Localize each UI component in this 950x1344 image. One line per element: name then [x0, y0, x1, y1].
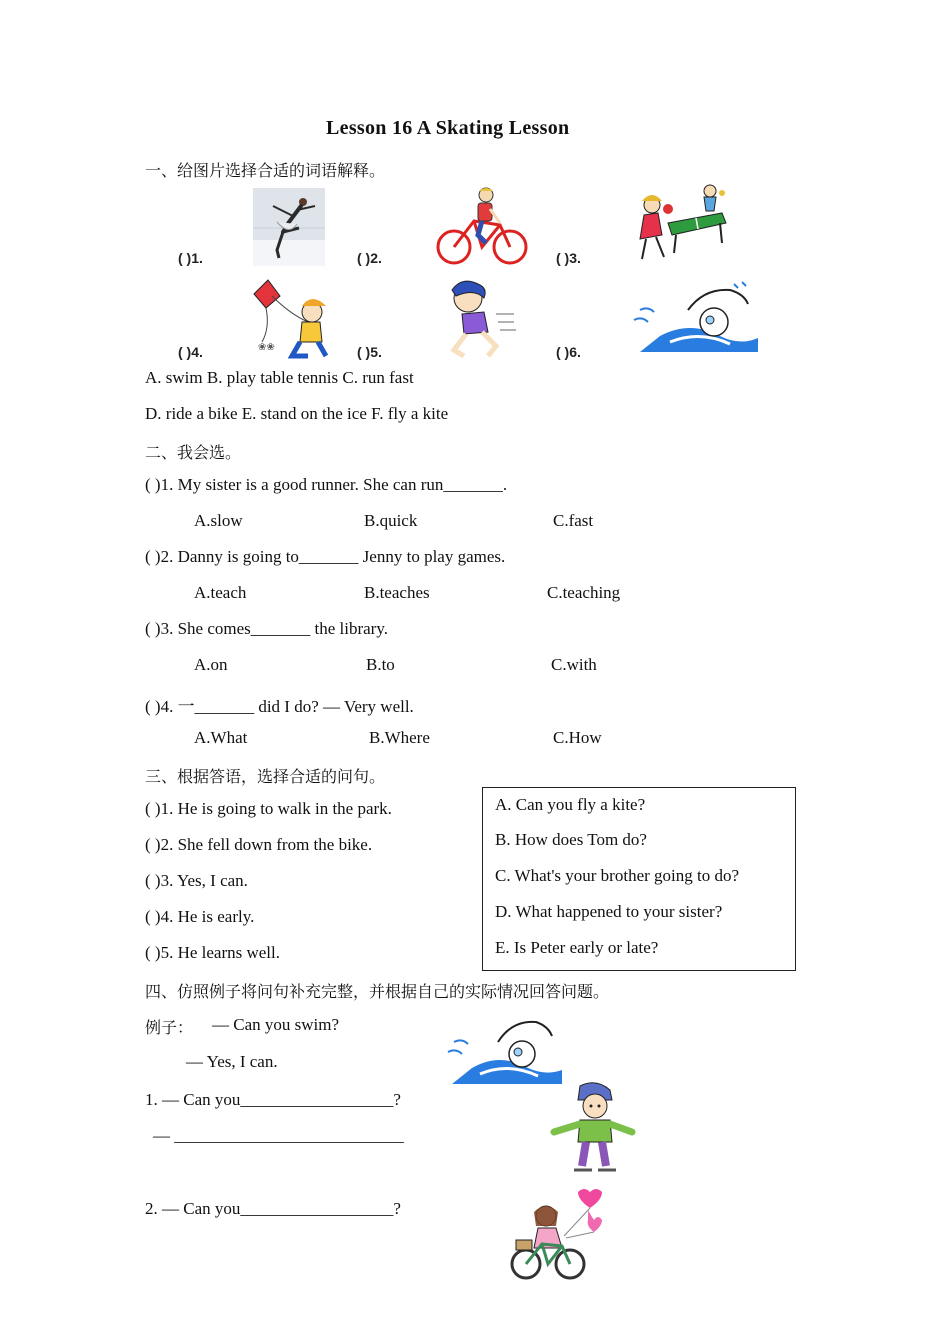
- question-4-option-a: A.What: [194, 728, 248, 747]
- question-2-option-b: B.teaches: [364, 583, 430, 602]
- picture-label-5: ( )5.: [357, 344, 382, 360]
- question-1: ( )1. My sister is a good runner. She can run_______.: [145, 475, 508, 494]
- choice-b: B. How does Tom do?: [495, 830, 647, 849]
- picture-label-3: ( )3.: [556, 250, 581, 266]
- question-4-option-b: B.Where: [369, 728, 430, 747]
- question-1-option-b: B.quick: [364, 511, 418, 530]
- picture-label-2: ( )2.: [357, 250, 382, 266]
- question-3-option-a: A.on: [194, 655, 228, 674]
- choice-e: E. Is Peter early or late?: [495, 938, 659, 957]
- answer-4: ( )4. He is early.: [145, 907, 255, 926]
- choice-c: C. What's your brother going to do?: [495, 866, 740, 885]
- question-4: ( )4. 一_______ did I do? — Very well.: [145, 697, 414, 716]
- choice-d: D. What happened to your sister?: [495, 902, 723, 921]
- question-1-prompt: 1. — Can you__________________?: [145, 1090, 401, 1109]
- section-2-heading: 二、我会选。: [145, 443, 242, 462]
- picture-label-6: ( )6.: [556, 344, 581, 360]
- kids-playing-table-tennis-icon: [630, 183, 730, 267]
- picture-label-4: ( )4.: [178, 344, 203, 360]
- answer-1: ( )1. He is going to walk in the park.: [145, 799, 392, 818]
- question-2: ( )2. Danny is going to_______ Jenny to play games.: [145, 547, 506, 566]
- answer-2: ( )2. She fell down from the bike.: [145, 835, 373, 854]
- choice-a: A. Can you fly a kite?: [495, 795, 646, 814]
- question-1-option-c: C.fast: [553, 511, 594, 530]
- boy-flying-kite-icon: [250, 278, 340, 360]
- options-line-1: A. swim B. play table tennis C. run fast: [145, 368, 414, 387]
- page-title: Lesson 16 A Skating Lesson: [326, 117, 570, 139]
- question-2-option-a: A.teach: [194, 583, 247, 602]
- example-swimmer-icon: [444, 1014, 564, 1086]
- ice-skater-icon: [253, 188, 325, 266]
- girl-riding-bike-icon: [508, 1186, 608, 1284]
- example-answer: — Yes, I can.: [186, 1052, 278, 1071]
- example-label: 例子：: [145, 1018, 194, 1037]
- question-2-option-c: C.teaching: [547, 583, 621, 602]
- section-4-heading: 四、仿照例子将问句补充完整，并根据自己的实际情况回答问题。: [145, 982, 610, 1001]
- picture-label-1: ( )1.: [178, 250, 203, 266]
- answer-3: ( )3. Yes, I can.: [145, 871, 248, 890]
- svg-text:❀❀: ❀❀: [258, 342, 275, 353]
- answer-1-line: — ___________________________: [153, 1126, 404, 1145]
- answer-5: ( )5. He learns well.: [145, 943, 281, 962]
- child-skating-icon: [540, 1080, 636, 1176]
- example-question: — Can you swim?: [212, 1015, 340, 1034]
- boy-running-icon: [434, 278, 518, 360]
- question-3: ( )3. She comes_______ the library.: [145, 619, 388, 638]
- section-3-heading: 三、根据答语，选择合适的问句。: [145, 767, 386, 786]
- question-3-option-b: B.to: [366, 655, 395, 674]
- question-3-option-c: C.with: [551, 655, 597, 674]
- boy-riding-bike-icon: [434, 185, 528, 267]
- swimmer-icon: [630, 280, 760, 356]
- section-1-heading: 一、给图片选择合适的词语解释。: [145, 161, 386, 180]
- question-2-prompt: 2. — Can you__________________?: [145, 1199, 401, 1218]
- question-1-option-a: A.slow: [194, 511, 243, 530]
- question-4-option-c: C.How: [553, 728, 602, 747]
- options-line-2: D. ride a bike E. stand on the ice F. fly a kite: [145, 404, 449, 423]
